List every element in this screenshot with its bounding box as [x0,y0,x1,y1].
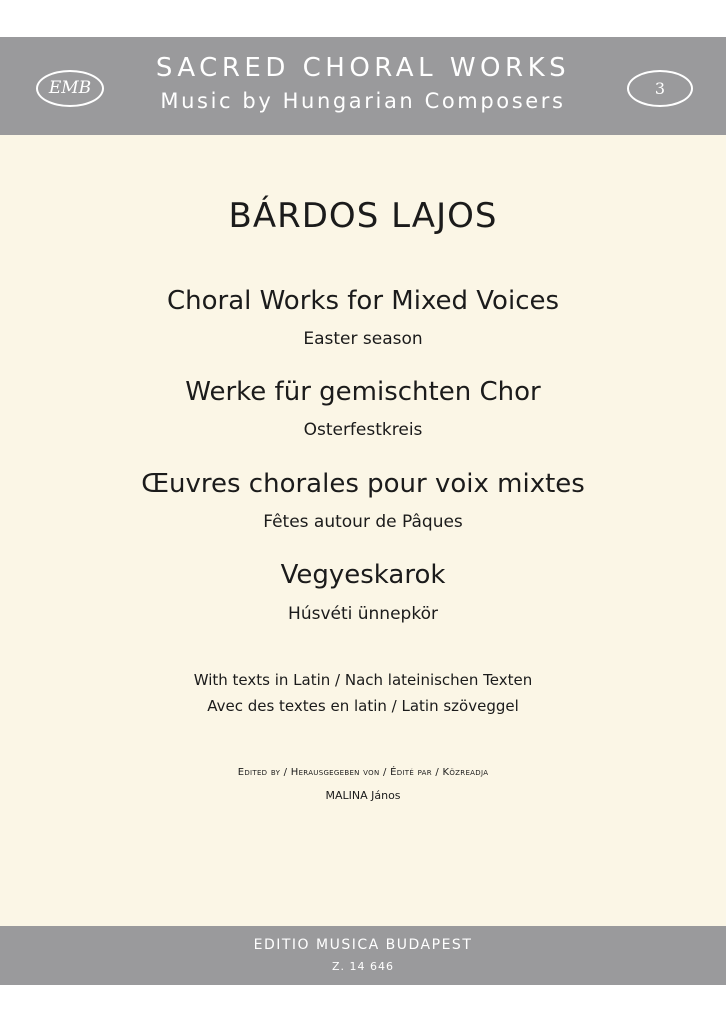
title-german: Werke für gemischten Chor [185,377,541,407]
latin-note-line-2: Avec des textes en latin / Latin szöveggel [207,697,519,715]
bottom-margin [0,985,726,1024]
subtitle-french: Fêtes autour de Pâques [263,512,463,532]
series-title: SACRED CHORAL WORKS [155,53,571,83]
title-hungarian: Vegyeskarok [280,560,446,590]
composer-name: BÁRDOS LAJOS [228,196,498,236]
emb-logo: EMB [36,70,104,107]
subtitle-english: Easter season [303,329,423,349]
catalog-number: Z. 14 646 [331,960,395,973]
title-french: Œuvres chorales pour voix mixtes [141,469,585,499]
series-header-band [0,37,726,135]
top-margin [0,0,726,37]
subtitle-german: Osterfestkreis [303,420,423,440]
subtitle-hungarian: Húsvéti ünnepkör [288,604,438,624]
editor-name: MALINA János [325,789,401,802]
series-subtitle: Music by Hungarian Composers [160,89,566,113]
latin-note-line-1: With texts in Latin / Nach lateinischen Texten [193,671,533,689]
editor-label: Edited by / Herausgegeben von / Édité par / Közreadja [237,767,489,778]
title-english: Choral Works for Mixed Voices [166,286,560,316]
volume-badge: 3 [627,70,693,107]
publisher-band [0,926,726,985]
publisher-name: EDITIO MUSICA BUDAPEST [253,937,473,953]
